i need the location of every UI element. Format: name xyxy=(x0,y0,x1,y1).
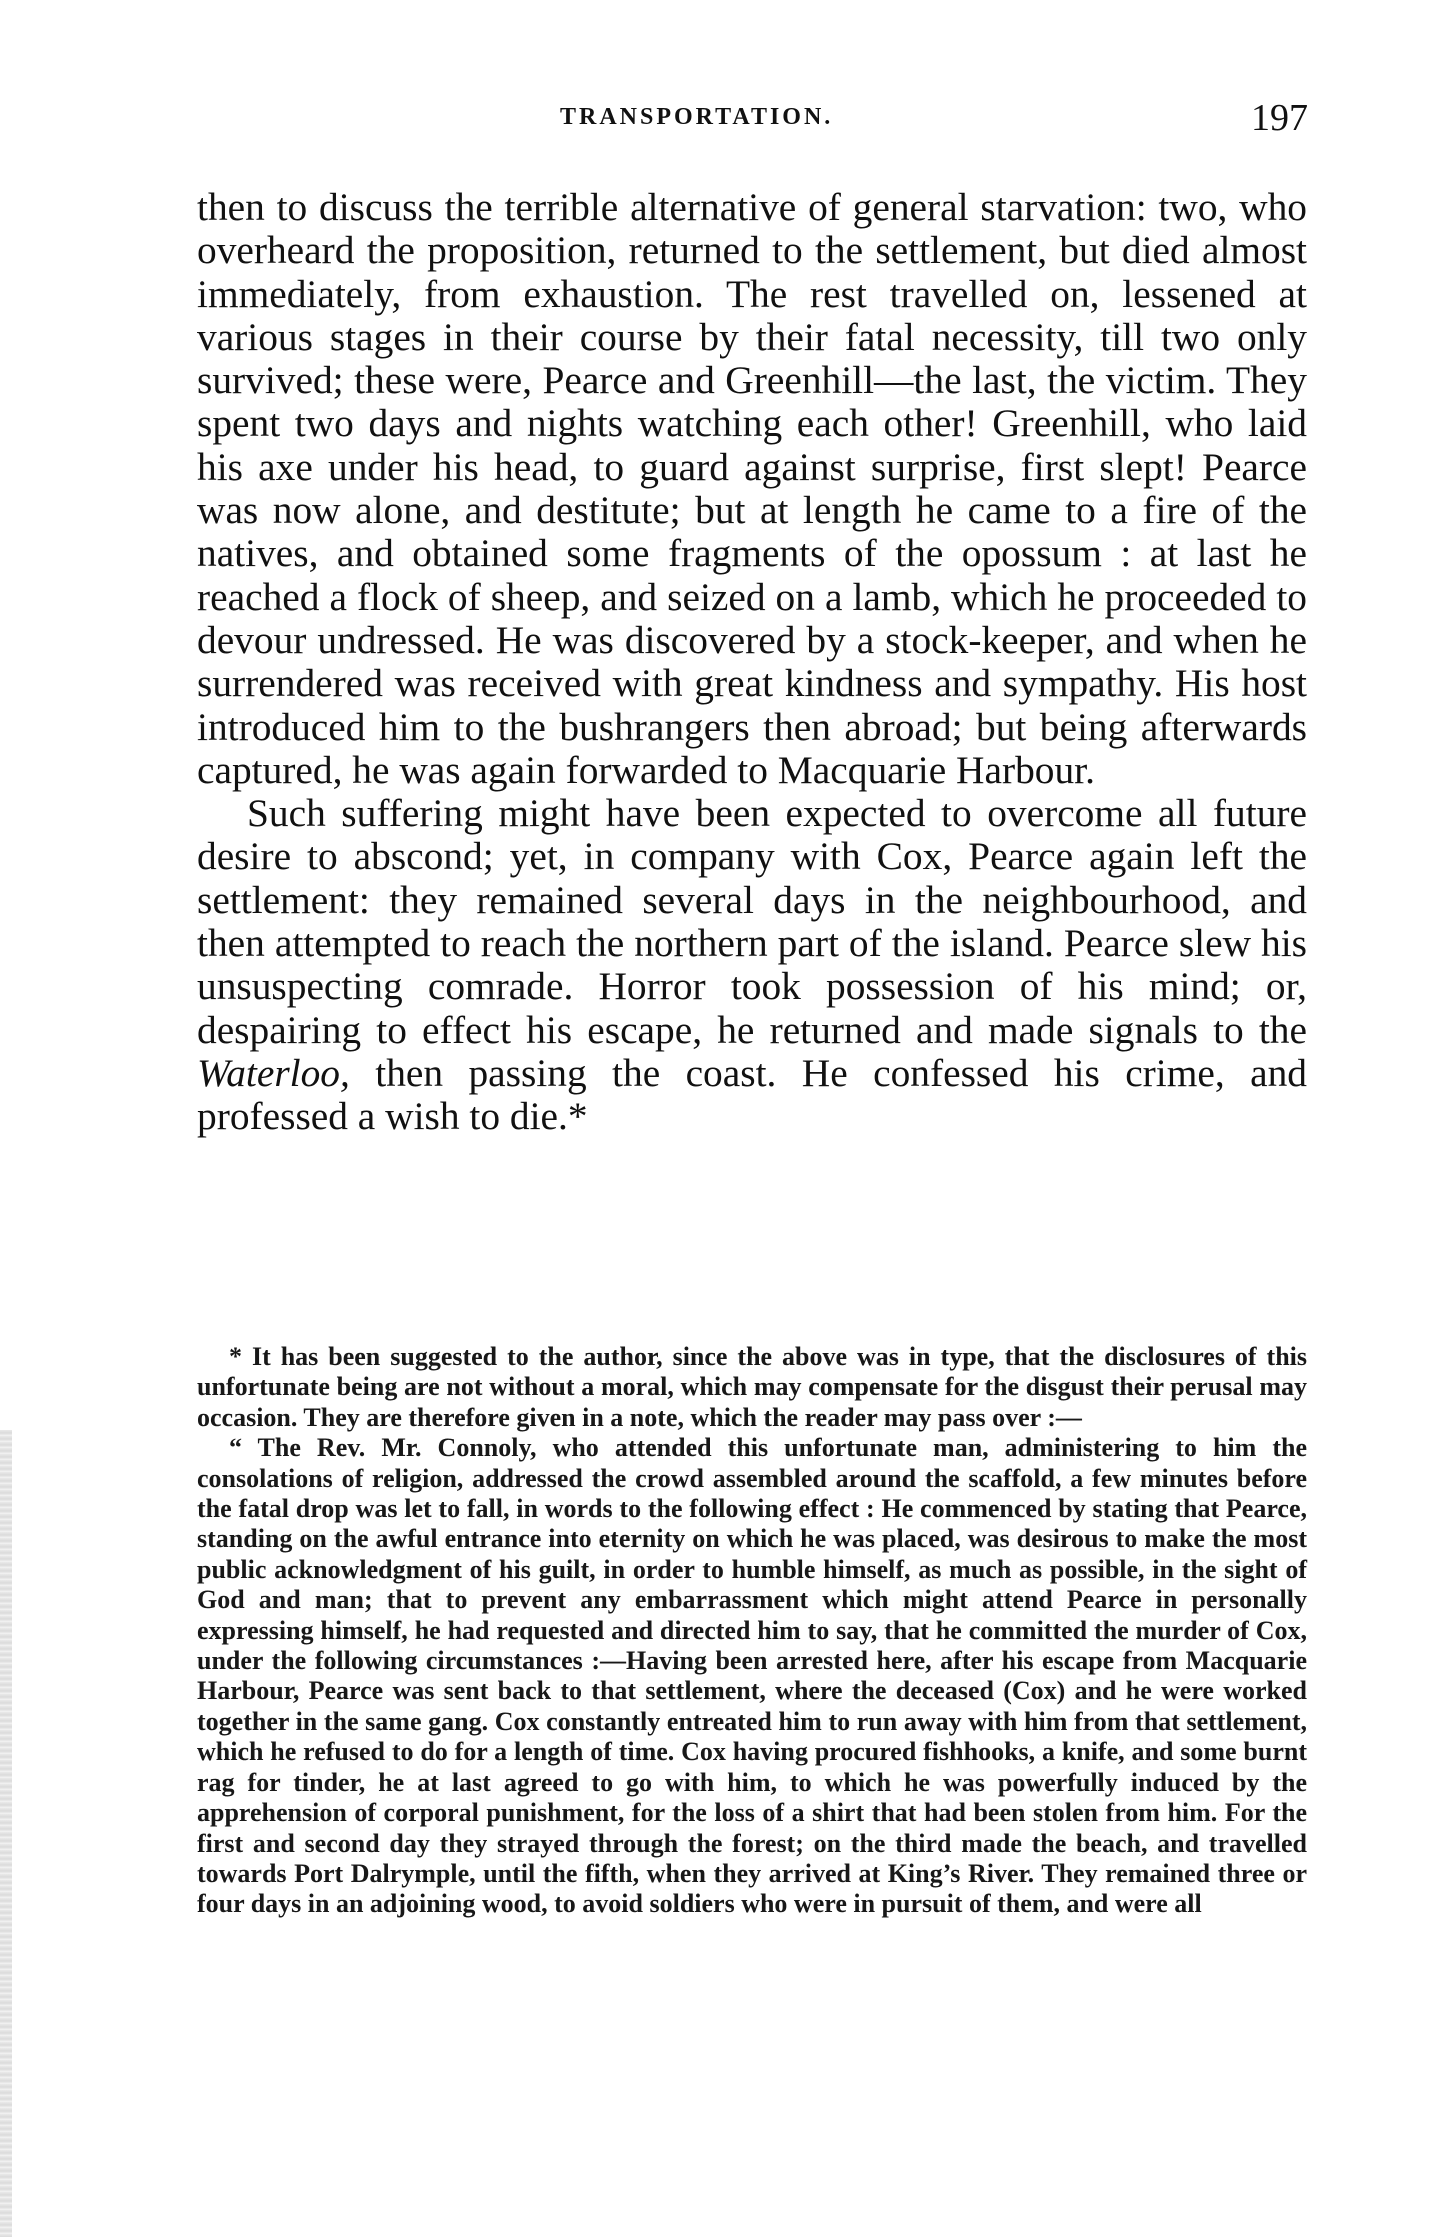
body-paragraph-2-part-1: Such suffering might have been expected to overcome all future desire to abscond; yet, in company with Cox, Pearce again left the settlement: they remained several days in the neighbourhood, and then attempted to reach the northern part of the island. Pearce slew his unsuspecting comrade. Horror took possession of his mind; or, despairing to effect his escape, he returned and made signals to the xyxy=(197,791,1307,1052)
binding-edge xyxy=(0,1430,12,2237)
footnote-paragraph-2: “ The Rev. Mr. Connoly, who attended this unfortunate man, administering to him the consolations of religion, addressed the crowd assembled around the scaffold, a few minutes before the fatal drop was let to fall, in words to the following effect : He commenced by stating that Pearce, standing on the awful entrance into eternity on which he was placed, was desirous to make the most public acknowledgment of his guilt, in order to humble himself, as much as possible, in the sight of God and man; that to prevent any embarrassment which might attend Pearce in personally expressing himself, he had requested and directed him to say, that he committed the murder of Cox, under the following circumstances :—Having been arrested here, after his escape from Macquarie Harbour, Pearce was sent back to that settlement, where the deceased (Cox) and he were worked together in the same gang. Cox constantly entreated him to run away with him from that settlement, which he refused to do for a length of time. Cox having procured fishhooks, a knife, and some burnt rag for tinder, he at last agreed to go with him, to which he was powerfully induced by the apprehension of corporal punishment, for the loss of a shirt that had been stolen from him. For the first and second day they strayed through the forest; on the third made the beach, and travelled towards Port Dalrymple, until the fifth, when they arrived at King’s River. They remained three or four days in an adjoining wood, to avoid soldiers who were in pursuit of them, and were all xyxy=(197,1433,1307,1919)
body-paragraph-2 xyxy=(197,792,1307,1138)
running-title: TRANSPORTATION. xyxy=(560,104,834,130)
footnote-paragraph-1: * It has been suggested to the author, since the above was in type, that the disclosures of this unfortunate being are not without a moral, which may compensate for the disgust their perusal may occasion. They are therefore given in a note, which the reader may pass over :— xyxy=(197,1342,1307,1432)
main-text xyxy=(197,186,1307,1139)
footnote xyxy=(197,1342,1307,1920)
ship-name: Waterloo, xyxy=(197,1050,350,1095)
page-number: 197 xyxy=(1251,97,1308,139)
body-paragraph-2-part-2: then passing the coast. He confessed his crime, and professed a wish to die.* xyxy=(197,1050,1307,1139)
body-paragraph-1: then to discuss the terrible alternative of general starvation: two, who overheard the proposition, returned to the settlement, but died almost immediately, from exhaustion. The rest travelled on, lessened at various stages in their course by their fatal necessity, till two only survived; these were, Pearce and Greenhill—the last, the victim. They spent two days and nights watching each other! Greenhill, who laid his axe under his head, to guard against surprise, first slept! Pearce was now alone, and destitute; but at length he came to a fire of the natives, and obtained some fragments of the opossum : at last he reached a flock of sheep, and seized on a lamb, which he proceeded to devour undressed. He was discovered by a stock-keeper, and when he surrendered was received with great kindness and sympathy. His host introduced him to the bushrangers then abroad; but being afterwards captured, he was again forwarded to Macquarie Harbour. xyxy=(197,185,1307,792)
